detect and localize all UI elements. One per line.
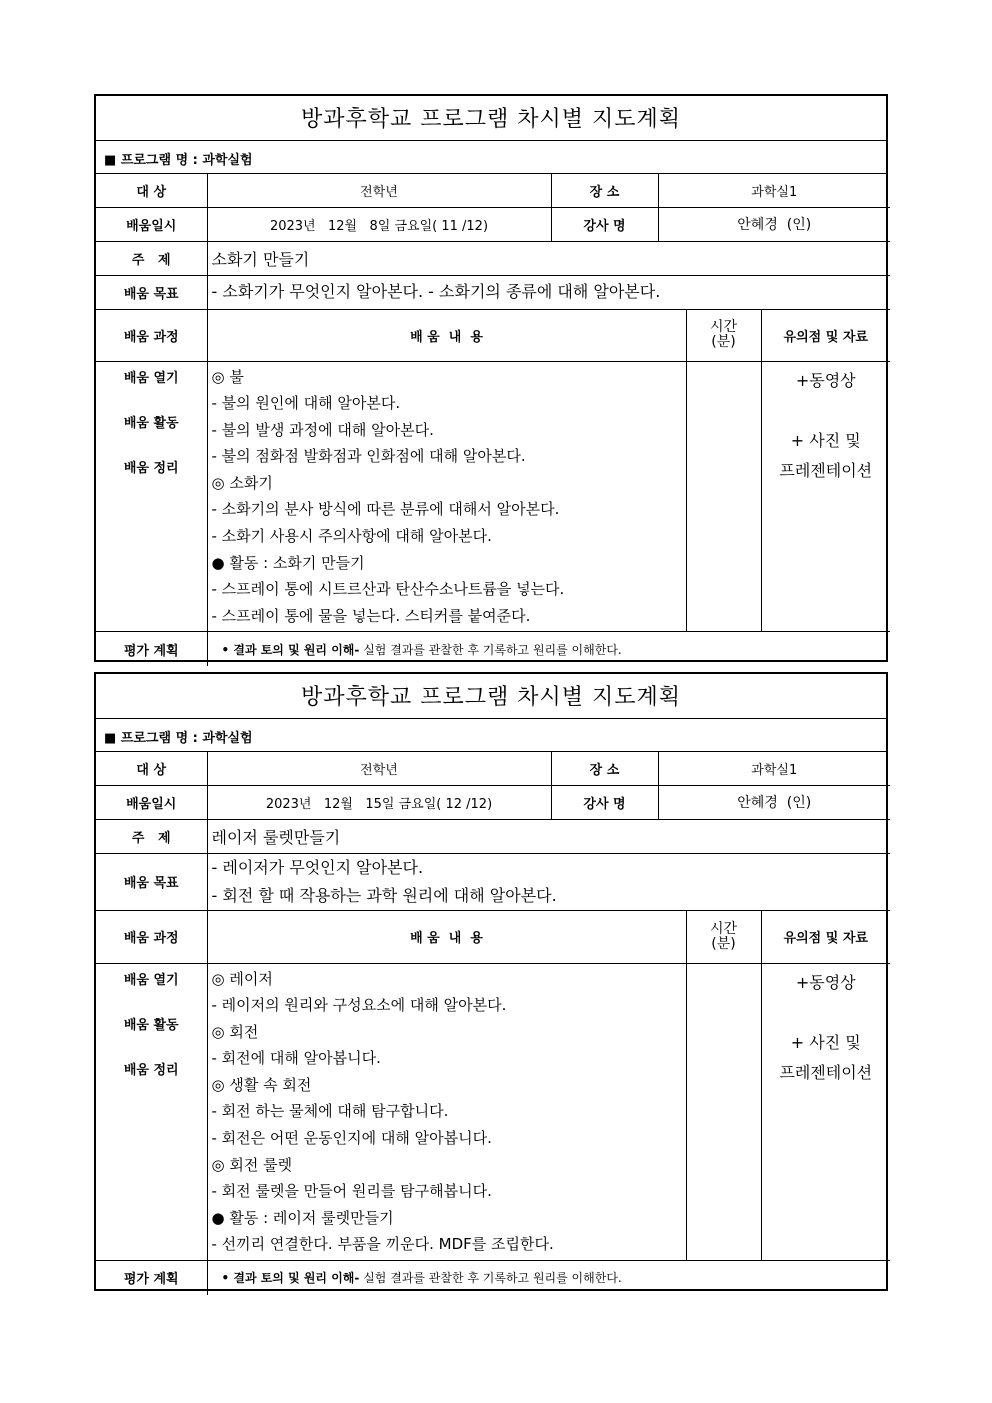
content-label: 배 움 내 용 xyxy=(207,910,686,963)
content-line: - 회전 룰렛을 만들어 원리를 탐구해봅니다. xyxy=(211,1182,492,1201)
time-label: 시간 (분) xyxy=(686,309,761,361)
program-name: ■ 프로그램 명 : 과학실험 xyxy=(104,731,253,746)
topic-value: 레이저 룰렛만들기 xyxy=(207,819,890,853)
content-cell xyxy=(207,361,686,632)
goal-label: 배움 목표 xyxy=(96,275,207,309)
lesson-plan-1 xyxy=(94,94,888,662)
plan-table xyxy=(96,752,890,1295)
topic-value: 소화기 만들기 xyxy=(207,241,890,275)
program-name-row xyxy=(96,141,886,174)
content-line: - 선끼리 연결한다. 부품을 끼운다. MDF를 조립한다. xyxy=(211,1235,554,1254)
teacher-label: 강사 명 xyxy=(551,207,658,241)
material-line: +동영상 xyxy=(795,370,856,390)
date-value: 2023년 12월 15일 금요일( 12 /12) xyxy=(207,785,551,819)
content-line: - 소화기의 분사 방식에 따른 분류에 대해서 알아본다. xyxy=(211,500,560,519)
plan-title: 방과후학교 프로그램 차시별 지도계획 xyxy=(300,685,681,710)
phase-label: 배움 열기 xyxy=(123,370,179,386)
program-name-row xyxy=(96,719,886,752)
content-line: ◎ 생활 속 회전 xyxy=(211,1075,312,1094)
goal-line: - 소화기가 무엇인지 알아본다. - 소화기의 종류에 대해 알아본다. xyxy=(211,282,661,301)
materials-cell xyxy=(761,361,890,632)
teacher-value: 안혜경 (인) xyxy=(658,207,890,241)
content-line: - 레이저의 원리와 구성요소에 대해 알아본다. xyxy=(211,996,507,1015)
content-line: ● 활동 : 레이저 룰렛만들기 xyxy=(211,1208,394,1227)
content-line: - 회전은 어떤 운동인지에 대해 알아봅니다. xyxy=(211,1129,492,1148)
time-cell xyxy=(686,361,761,632)
place-label: 장 소 xyxy=(551,174,658,207)
content-line: ◎ 회전 xyxy=(211,1022,259,1041)
material-line xyxy=(762,396,891,426)
eval-bold: • 결과 토의 및 원리 이해- xyxy=(221,642,360,657)
phase-label: 배움 활동 xyxy=(123,415,179,431)
process-label: 배움 과정 xyxy=(96,910,207,963)
plan-table xyxy=(96,174,890,666)
plan-title-box xyxy=(96,674,886,719)
plan-title-box xyxy=(96,96,886,141)
material-line xyxy=(762,998,891,1028)
eval-text: 실험 결과를 관찰한 후 기록하고 원리를 이해한다. xyxy=(359,642,622,657)
material-line: 프레젠테이션 xyxy=(779,1062,873,1082)
date-label: 배움일시 xyxy=(96,207,207,241)
content-line: ◎ 회전 룰렛 xyxy=(211,1155,293,1174)
material-line: + 사진 및 xyxy=(790,430,861,450)
target-label: 대 상 xyxy=(96,752,207,785)
time-cell xyxy=(686,963,761,1261)
content-line: ◎ 레이저 xyxy=(211,969,273,988)
content-line: - 회전 하는 물체에 대해 탐구합니다. xyxy=(211,1102,449,1121)
content-line: - 불의 발생 과정에 대해 알아본다. xyxy=(211,420,434,439)
phase-label: 배움 활동 xyxy=(123,1017,179,1033)
eval-value xyxy=(207,1261,890,1295)
plan-title: 방과후학교 프로그램 차시별 지도계획 xyxy=(300,107,681,132)
target-value: 전학년 xyxy=(207,752,551,785)
target-label: 대 상 xyxy=(96,174,207,207)
phase-label: 배움 정리 xyxy=(123,460,179,476)
goal-value xyxy=(207,275,890,309)
date-value: 2023년 12월 8일 금요일( 11 /12) xyxy=(207,207,551,241)
teacher-value: 안혜경 (인) xyxy=(658,785,890,819)
place-label: 장 소 xyxy=(551,752,658,785)
phase-cell xyxy=(96,361,207,632)
content-cell xyxy=(207,963,686,1261)
content-line: - 스프레이 통에 물을 넣는다. 스티커를 붙여준다. xyxy=(211,606,531,625)
goal-line: - 레이저가 무엇인지 알아본다. xyxy=(211,857,424,877)
topic-label: 주 제 xyxy=(96,241,207,275)
phase-label: 배움 열기 xyxy=(123,972,179,988)
target-value: 전학년 xyxy=(207,174,551,207)
eval-text: 실험 결과를 관찰한 후 기록하고 원리를 이해한다. xyxy=(359,1271,622,1286)
content-line: ● 활동 : 소화기 만들기 xyxy=(211,553,365,572)
content-line: - 스프레이 통에 시트르산과 탄산수소나트륨을 넣는다. xyxy=(211,580,565,599)
date-label: 배움일시 xyxy=(96,785,207,819)
material-line: + 사진 및 xyxy=(790,1032,861,1052)
materials-cell xyxy=(761,963,890,1261)
content-line: ◎ 불 xyxy=(211,367,244,386)
time-label: 시간 (분) xyxy=(686,910,761,963)
eval-bold: • 결과 토의 및 원리 이해- xyxy=(221,1271,360,1286)
content-line: ◎ 소화기 xyxy=(211,473,273,492)
goal-value xyxy=(207,853,890,910)
material-line: 프레젠테이션 xyxy=(779,460,873,480)
goal-line: - 회전 할 때 작용하는 과학 원리에 대해 알아본다. xyxy=(211,885,557,905)
phase-cell xyxy=(96,963,207,1261)
process-label: 배움 과정 xyxy=(96,309,207,361)
material-line: +동영상 xyxy=(795,972,856,992)
place-value: 과학실1 xyxy=(658,752,890,785)
notes-label: 유의점 및 자료 xyxy=(761,309,890,361)
eval-label: 평가 계획 xyxy=(96,632,207,666)
eval-value xyxy=(207,632,890,666)
eval-label: 평가 계획 xyxy=(96,1261,207,1295)
content-line: - 회전에 대해 알아봅니다. xyxy=(211,1049,381,1068)
program-name: ■ 프로그램 명 : 과학실험 xyxy=(104,153,253,168)
phase-label: 배움 정리 xyxy=(123,1062,179,1078)
topic-label: 주 제 xyxy=(96,819,207,853)
content-line: - 소화기 사용시 주의사항에 대해 알아본다. xyxy=(211,527,492,546)
place-value: 과학실1 xyxy=(658,174,890,207)
goal-label: 배움 목표 xyxy=(96,853,207,910)
notes-label: 유의점 및 자료 xyxy=(761,910,890,963)
content-label: 배 움 내 용 xyxy=(207,309,686,361)
lesson-plan-2 xyxy=(94,672,888,1291)
teacher-label: 강사 명 xyxy=(551,785,658,819)
content-line: - 불의 원인에 대해 알아본다. xyxy=(211,394,401,413)
content-line: - 불의 점화점 발화점과 인화점에 대해 알아본다. xyxy=(211,447,526,466)
